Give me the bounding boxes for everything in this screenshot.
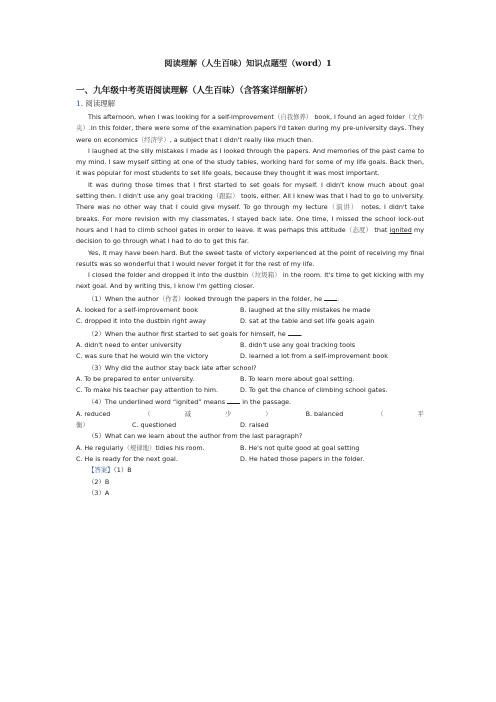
answer-section — [76, 465, 424, 499]
option-c: C. questioned — [132, 421, 177, 430]
option-b: B. laughed at the silly mistakes he made — [240, 306, 371, 315]
option-d: D. To get the chance of climbing school gates. — [240, 386, 388, 395]
option-b: B. balanced — [305, 409, 344, 418]
option-a: A. didn't need to enter university — [76, 340, 182, 349]
question-index: 1. — [76, 99, 84, 108]
underlined-word: ignited — [389, 225, 412, 234]
option-d: D. sat at the table and set life goals again — [240, 317, 375, 326]
answer-line: （3）A — [88, 488, 110, 497]
question-2 — [76, 328, 424, 363]
passage-paragraph-2: I laughed at the silly mistakes I made as I looked through the papers. And memories of the past came to my mind. I saw myself sitting at one of the study tables, working hard for some of my life goals. Back then, it was popular for most students to set life goals, because they thought it was most important. — [76, 146, 424, 178]
question-5-stem: （5）What can we learn about the author from the last paragraph? — [88, 432, 303, 441]
option-a: A. reduced — [76, 409, 111, 418]
options-row — [76, 443, 424, 454]
option-a: A. looked for a self-improvement book — [76, 306, 198, 315]
question-type: 阅读理解 — [85, 99, 115, 108]
option-a: A. He regularly（规律地）tidies his room. — [76, 443, 205, 452]
option-b: B. He's not quite good at goal setting — [240, 443, 360, 452]
option-c: C. He is ready for the next goal. — [76, 454, 178, 463]
option-d: D. learned a lot from a self-improvement book — [240, 352, 388, 361]
question-5 — [76, 431, 424, 465]
question-number — [76, 98, 115, 109]
option-b: B. didn't use any goal tracking tools — [240, 340, 356, 349]
document-title: 阅读理解（人生百味）知识点题型（word）1 — [164, 58, 332, 68]
passage-paragraph-1: This afternoon, when I was looking for a self-improvement（自我修养） book, I found an aged folder（文件夹）.In this folder, there were some of the examination papers I'd taken during my pre-university days. They were on economics（经济学）, a subject that I didn't really like much then. — [76, 113, 425, 144]
option-c: C. dropped it into the dustbin right away — [76, 317, 206, 326]
question-4-stem: （4）The underlined word “ignited” means in the passage. — [88, 398, 292, 407]
options-row — [76, 385, 424, 396]
options-row — [76, 454, 424, 465]
options-row — [76, 340, 424, 351]
option-a: A. To be prepared to enter university. — [76, 374, 195, 383]
options-row — [76, 305, 424, 316]
option-c: C. was sure that he would win the victory — [76, 352, 209, 361]
options-row: A. reduced （ 减 少 ） B. balanced （ 平 — [76, 409, 424, 420]
options-row: 衡） C. questioned D. raised — [76, 420, 424, 431]
section-heading: 一、九年级中考英语阅读理解（人生百味）（含答案详细解析） — [76, 86, 313, 96]
answer-blank — [227, 396, 240, 404]
question-3-stem: （3）Why did the author stay back late after school? — [88, 363, 257, 372]
options-row — [76, 351, 424, 362]
passage-paragraph-5: I closed the folder and dropped it into the dustbin（垃圾箱） in the room. It's time to get kicking with my next goal. And by writing this, I know I'm getting closer. — [76, 271, 425, 291]
passage-paragraph-3: It was during those times that I first started to set goals for myself. I didn't know much about goal setting then. I didn't use any goal tracking（跟踪） tools, either. All I knew was that I had to go to university. There was no other way that I could give myself. To go through my lecture（演讲） notes, I didn't take breaks. For more revision with my classmates, I stayed back late. One time, I missed the school lock-out hours and I had to climb school gates in order to leave. It was perhaps this attitude（态度） that ignited my decision to go through what I had to do to get this far. — [76, 180, 425, 246]
question-4 — [76, 396, 424, 431]
answer-line: （1）B — [113, 466, 132, 475]
passage-paragraph-4: Yes, it may have been hard. But the sweet taste of victory experienced at the point of receiving my final results was so wonderful that I would never forget it for the rest of my life. — [76, 248, 424, 268]
option-b: B. To learn more about goal setting. — [240, 374, 355, 383]
answer-blank — [288, 328, 301, 336]
options-row — [76, 316, 424, 327]
question-3 — [76, 363, 424, 397]
options-row — [76, 374, 424, 385]
reading-body — [76, 112, 424, 499]
answer-line: （2）B — [88, 477, 110, 486]
option-d: D. He hated those papers in the folder. — [240, 454, 365, 463]
answer-blank — [324, 293, 337, 301]
option-d: D. raised — [240, 421, 269, 430]
option-c: C. To make his teacher pay attention to him. — [76, 386, 219, 395]
question-2-stem: （2）When the author first started to set goals for himself, he . — [88, 329, 303, 338]
question-1 — [76, 293, 424, 328]
question-1-stem: （1）When the author（作者）looked through the papers in the folder, he . — [88, 294, 340, 303]
answer-tag: 【答案】 — [88, 466, 114, 475]
